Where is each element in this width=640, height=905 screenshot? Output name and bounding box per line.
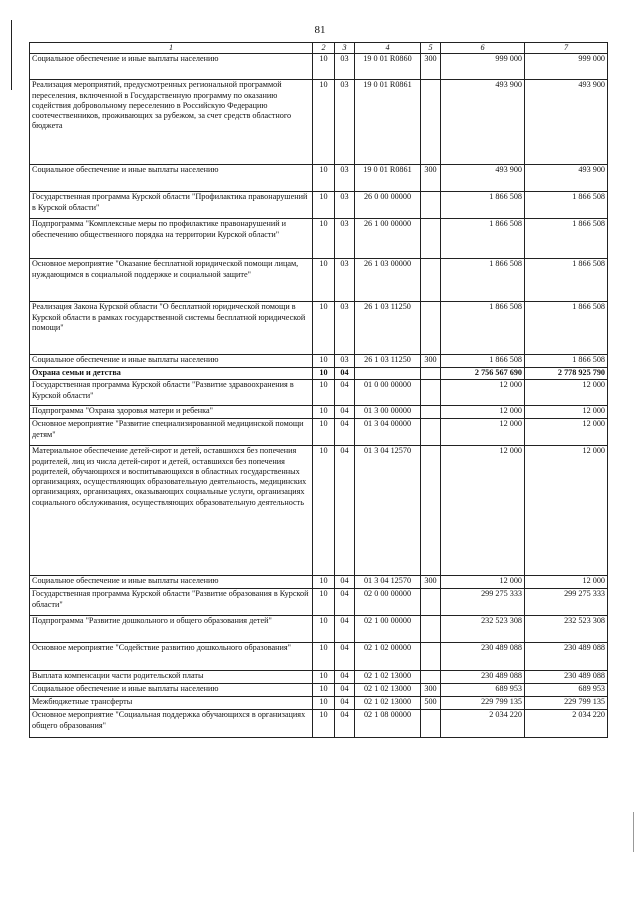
cell-target-article: 01 3 04 00000	[355, 419, 421, 446]
cell-expense-type: 500	[421, 697, 441, 710]
cell-target-article: 26 1 00 00000	[355, 219, 421, 259]
cell-expense-type	[421, 446, 441, 576]
cell-amount-year2: 2 778 925 790	[525, 368, 608, 380]
cell-name: Межбюджетные трансферты	[30, 697, 313, 710]
cell-expense-type	[421, 80, 441, 165]
cell-amount-year1: 12 000	[441, 446, 525, 576]
cell-name: Социальное обеспечение и иные выплаты населению	[30, 684, 313, 697]
cell-target-article: 02 1 08 00000	[355, 710, 421, 738]
cell-amount-year2: 232 523 308	[525, 616, 608, 643]
column-header: 7	[525, 43, 608, 54]
column-header: 6	[441, 43, 525, 54]
cell-amount-year2: 689 953	[525, 684, 608, 697]
cell-name: Основное мероприятие "Содействие развитию дошкольного образования"	[30, 643, 313, 671]
table-row	[30, 697, 608, 710]
cell-section: 10	[313, 446, 335, 576]
cell-section: 10	[313, 380, 335, 406]
table-row	[30, 671, 608, 684]
table-row	[30, 589, 608, 616]
table-row	[30, 302, 608, 355]
cell-section: 10	[313, 671, 335, 684]
cell-target-article: 01 3 00 00000	[355, 406, 421, 419]
cell-expense-type	[421, 302, 441, 355]
cell-expense-type	[421, 259, 441, 302]
cell-subsection: 04	[335, 616, 355, 643]
cell-expense-type	[421, 710, 441, 738]
cell-subsection: 04	[335, 380, 355, 406]
cell-expense-type	[421, 419, 441, 446]
cell-name: Подпрограмма "Развитие дошкольного и общего образования детей"	[30, 616, 313, 643]
scan-edge-mark	[633, 812, 634, 852]
cell-amount-year2: 1 866 508	[525, 302, 608, 355]
cell-subsection: 04	[335, 697, 355, 710]
cell-target-article: 26 0 00 00000	[355, 192, 421, 219]
cell-name: Государственная программа Курской области "Развитие образования в Курской области"	[30, 589, 313, 616]
cell-amount-year2: 2 034 220	[525, 710, 608, 738]
table-row	[30, 419, 608, 446]
cell-section: 10	[313, 219, 335, 259]
table-row	[30, 368, 608, 380]
cell-subsection: 03	[335, 165, 355, 192]
table-row	[30, 355, 608, 368]
cell-amount-year2: 230 489 088	[525, 643, 608, 671]
cell-amount-year1: 2 756 567 690	[441, 368, 525, 380]
cell-amount-year1: 230 489 088	[441, 643, 525, 671]
cell-subsection: 03	[335, 54, 355, 80]
cell-subsection: 04	[335, 710, 355, 738]
cell-subsection: 03	[335, 259, 355, 302]
cell-target-article: 02 1 02 00000	[355, 643, 421, 671]
header-row	[30, 43, 608, 54]
cell-amount-year1: 1 866 508	[441, 219, 525, 259]
cell-amount-year2: 1 866 508	[525, 259, 608, 302]
cell-target-article: 02 1 02 13000	[355, 697, 421, 710]
cell-target-article: 02 1 02 13000	[355, 671, 421, 684]
cell-subsection: 04	[335, 368, 355, 380]
cell-subsection: 03	[335, 355, 355, 368]
cell-expense-type	[421, 589, 441, 616]
cell-expense-type: 300	[421, 54, 441, 80]
cell-section: 10	[313, 80, 335, 165]
cell-target-article: 26 1 03 11250	[355, 302, 421, 355]
cell-section: 10	[313, 259, 335, 302]
table-row	[30, 380, 608, 406]
cell-section: 10	[313, 684, 335, 697]
cell-amount-year2: 12 000	[525, 380, 608, 406]
cell-subsection: 04	[335, 446, 355, 576]
cell-expense-type: 300	[421, 165, 441, 192]
cell-name: Социальное обеспечение и иные выплаты населению	[30, 355, 313, 368]
cell-amount-year2: 12 000	[525, 419, 608, 446]
table-row	[30, 165, 608, 192]
cell-amount-year1: 493 900	[441, 80, 525, 165]
cell-name: Основное мероприятие "Развитие специализированной медицинской помощи детям"	[30, 419, 313, 446]
table-row	[30, 446, 608, 576]
column-header: 2	[313, 43, 335, 54]
cell-amount-year1: 230 489 088	[441, 671, 525, 684]
cell-section: 10	[313, 302, 335, 355]
table-row	[30, 259, 608, 302]
cell-name: Подпрограмма "Охрана здоровья матери и ребенка"	[30, 406, 313, 419]
column-header: 1	[30, 43, 313, 54]
cell-amount-year1: 232 523 308	[441, 616, 525, 643]
cell-section: 10	[313, 643, 335, 671]
cell-section: 10	[313, 192, 335, 219]
table-row	[30, 80, 608, 165]
cell-section: 10	[313, 165, 335, 192]
cell-section: 10	[313, 697, 335, 710]
cell-target-article: 02 0 00 00000	[355, 589, 421, 616]
cell-name: Социальное обеспечение и иные выплаты населению	[30, 54, 313, 80]
cell-name: Реализация Закона Курской области "О бесплатной юридической помощи в Курской области в рамках государственной системы бесплатной юридической помощи"	[30, 302, 313, 355]
cell-section: 10	[313, 616, 335, 643]
cell-subsection: 04	[335, 576, 355, 589]
column-header: 4	[355, 43, 421, 54]
cell-amount-year1: 1 866 508	[441, 302, 525, 355]
cell-amount-year1: 999 000	[441, 54, 525, 80]
cell-subsection: 04	[335, 589, 355, 616]
cell-target-article: 02 1 00 00000	[355, 616, 421, 643]
column-header: 5	[421, 43, 441, 54]
cell-section: 10	[313, 589, 335, 616]
cell-expense-type	[421, 406, 441, 419]
cell-expense-type: 300	[421, 355, 441, 368]
cell-amount-year2: 999 000	[525, 54, 608, 80]
cell-name: Материальное обеспечение детей-сирот и детей, оставшихся без попечения родителей, лиц из числа детей-сирот и детей, оставшихся без попечения родителей, обучающихся и воспитывающихся в областных государственных организациях, осуществляющих образовательную деятельность, медицинских организациях, организациях, оказывающих социальные услуги, организациях социального обслуживания, осуществляющих образовательную деятельность	[30, 446, 313, 576]
cell-amount-year1: 1 866 508	[441, 259, 525, 302]
cell-subsection: 03	[335, 80, 355, 165]
table-row	[30, 192, 608, 219]
cell-name: Подпрограмма "Комплексные меры по профилактике правонарушений и обеспечению общественного порядка на территории Курской области"	[30, 219, 313, 259]
cell-amount-year2: 1 866 508	[525, 192, 608, 219]
cell-amount-year1: 12 000	[441, 576, 525, 589]
cell-target-article: 19 0 01 R0861	[355, 80, 421, 165]
cell-name: Охрана семьи и детства	[30, 368, 313, 380]
cell-amount-year1: 12 000	[441, 406, 525, 419]
cell-target-article: 26 1 03 00000	[355, 259, 421, 302]
cell-subsection: 03	[335, 302, 355, 355]
cell-section: 10	[313, 54, 335, 80]
cell-amount-year2: 12 000	[525, 576, 608, 589]
table-row	[30, 684, 608, 697]
table-row	[30, 219, 608, 259]
cell-target-article: 01 3 04 12570	[355, 446, 421, 576]
cell-subsection: 03	[335, 192, 355, 219]
cell-expense-type	[421, 192, 441, 219]
cell-subsection: 03	[335, 219, 355, 259]
cell-amount-year2: 493 900	[525, 165, 608, 192]
cell-name: Социальное обеспечение и иные выплаты населению	[30, 576, 313, 589]
cell-target-article	[355, 368, 421, 380]
cell-amount-year1: 1 866 508	[441, 192, 525, 219]
cell-amount-year2: 12 000	[525, 406, 608, 419]
cell-section: 10	[313, 576, 335, 589]
cell-expense-type	[421, 671, 441, 684]
cell-section: 10	[313, 419, 335, 446]
cell-name: Реализация мероприятий, предусмотренных региональной программой переселения, включенной в Государственную программу по оказанию содействия добровольному переселению в Российскую Федерацию соотечественников, проживающих за рубежом, за счет средств областного бюджета	[30, 80, 313, 165]
cell-section: 10	[313, 355, 335, 368]
cell-subsection: 04	[335, 419, 355, 446]
cell-amount-year2: 493 900	[525, 80, 608, 165]
cell-amount-year1: 229 799 135	[441, 697, 525, 710]
cell-name: Государственная программа Курской области "Развитие здравоохранения в Курской области"	[30, 380, 313, 406]
cell-expense-type	[421, 380, 441, 406]
cell-amount-year1: 1 866 508	[441, 355, 525, 368]
column-header: 3	[335, 43, 355, 54]
cell-amount-year1: 493 900	[441, 165, 525, 192]
cell-subsection: 04	[335, 643, 355, 671]
cell-target-article: 19 0 01 R0860	[355, 54, 421, 80]
cell-expense-type	[421, 219, 441, 259]
cell-amount-year2: 1 866 508	[525, 219, 608, 259]
cell-name: Выплата компенсации части родительской платы	[30, 671, 313, 684]
cell-section: 10	[313, 406, 335, 419]
page-number: 81	[314, 24, 326, 36]
cell-target-article: 26 1 03 11250	[355, 355, 421, 368]
budget-table	[29, 42, 608, 738]
cell-amount-year2: 230 489 088	[525, 671, 608, 684]
cell-name: Основное мероприятие "Социальная поддержка обучающихся в организациях общего образования"	[30, 710, 313, 738]
cell-amount-year1: 12 000	[441, 419, 525, 446]
cell-name: Социальное обеспечение и иные выплаты населению	[30, 165, 313, 192]
cell-amount-year2: 12 000	[525, 446, 608, 576]
cell-amount-year2: 229 799 135	[525, 697, 608, 710]
cell-subsection: 04	[335, 671, 355, 684]
cell-name: Основное мероприятие "Оказание бесплатной юридической помощи лицам, нуждающимся в социальной поддержке и социальной защите"	[30, 259, 313, 302]
cell-section: 10	[313, 710, 335, 738]
table-row	[30, 616, 608, 643]
cell-amount-year1: 299 275 333	[441, 589, 525, 616]
cell-amount-year2: 299 275 333	[525, 589, 608, 616]
cell-amount-year1: 12 000	[441, 380, 525, 406]
cell-section: 10	[313, 368, 335, 380]
cell-expense-type	[421, 368, 441, 380]
cell-expense-type	[421, 616, 441, 643]
table-row	[30, 576, 608, 589]
cell-amount-year1: 2 034 220	[441, 710, 525, 738]
cell-target-article: 02 1 02 13000	[355, 684, 421, 697]
cell-target-article: 01 0 00 00000	[355, 380, 421, 406]
cell-amount-year2: 1 866 508	[525, 355, 608, 368]
cell-expense-type	[421, 643, 441, 671]
cell-subsection: 04	[335, 684, 355, 697]
cell-expense-type: 300	[421, 576, 441, 589]
cell-amount-year1: 689 953	[441, 684, 525, 697]
cell-name: Государственная программа Курской области "Профилактика правонарушений в Курской области"	[30, 192, 313, 219]
cell-expense-type: 300	[421, 684, 441, 697]
table-row	[30, 710, 608, 738]
cell-target-article: 01 3 04 12570	[355, 576, 421, 589]
cell-subsection: 04	[335, 406, 355, 419]
table-row	[30, 54, 608, 80]
table-row	[30, 643, 608, 671]
cell-target-article: 19 0 01 R0861	[355, 165, 421, 192]
table-row	[30, 406, 608, 419]
